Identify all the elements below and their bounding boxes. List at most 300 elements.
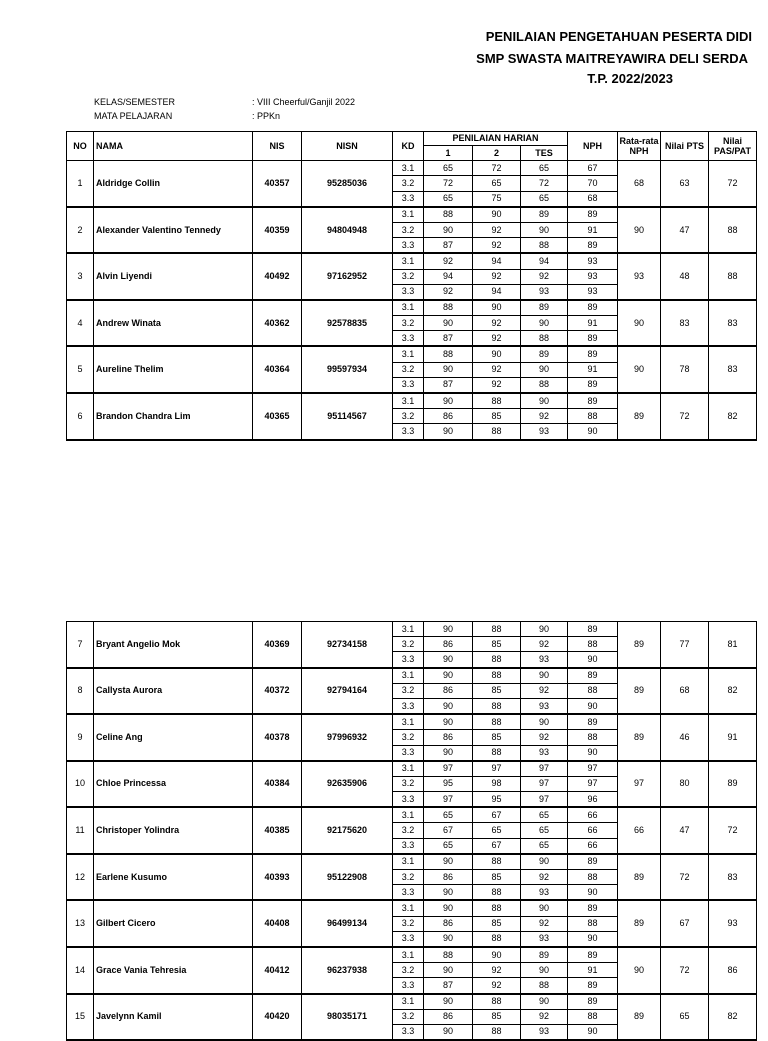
score-ph1: 90 [424,885,473,901]
score-tes: 92 [521,269,568,284]
score-ph2: 97 [473,761,521,777]
score-nph: 90 [568,745,618,761]
score-rata-rata: 68 [618,161,661,207]
student-name: Javelynn Kamil [94,994,253,1041]
score-ph2: 88 [473,698,521,714]
score-pas: 83 [709,300,757,347]
score-nph: 93 [568,253,618,269]
score-pas: 83 [709,854,757,901]
student-nisn: 97162952 [302,253,393,300]
student-no: 15 [67,994,94,1041]
kd-code: 3.3 [393,792,424,808]
score-ph1: 87 [424,978,473,994]
kd-code: 3.2 [393,222,424,237]
score-nph: 90 [568,698,618,714]
score-nph: 89 [568,978,618,994]
score-pas: 88 [709,253,757,300]
kd-code: 3.1 [393,900,424,916]
score-nph: 89 [568,300,618,316]
score-tes: 93 [521,931,568,947]
score-ph2: 88 [473,1024,521,1040]
score-tes: 92 [521,683,568,698]
score-tes: 65 [521,161,568,176]
score-pas: 91 [709,714,757,761]
score-nph: 91 [568,316,618,331]
student-no: 6 [67,393,94,440]
student-nis: 40357 [253,161,302,207]
student-nis: 40408 [253,900,302,947]
student-nis: 40412 [253,947,302,994]
score-tes: 88 [521,978,568,994]
score-ph1: 90 [424,931,473,947]
score-pas: 83 [709,346,757,393]
kd-code: 3.3 [393,838,424,854]
score-pts: 80 [661,761,709,808]
col-pas: Nilai PAS/PAT [709,132,757,161]
score-nph: 89 [568,668,618,684]
score-rata-rata: 66 [618,807,661,854]
score-ph2: 92 [473,331,521,347]
grade-table-page-2 [66,621,757,1041]
student-nisn: 96499134 [302,900,393,947]
score-ph1: 88 [424,947,473,963]
student-nisn: 98035171 [302,994,393,1041]
score-tes: 90 [521,714,568,730]
score-ph2: 88 [473,931,521,947]
score-nph: 89 [568,377,618,393]
score-ph1: 90 [424,714,473,730]
kd-code: 3.1 [393,854,424,870]
score-ph1: 97 [424,761,473,777]
score-nph: 68 [568,191,618,207]
col-nph: NPH [568,132,618,161]
score-nph: 89 [568,714,618,730]
score-ph2: 92 [473,377,521,393]
kd-code: 3.1 [393,300,424,316]
score-tes: 97 [521,792,568,808]
score-tes: 90 [521,900,568,916]
score-ph2: 90 [473,947,521,963]
kd-code: 3.2 [393,637,424,652]
student-name: Bryant Angelio Mok [94,622,253,668]
score-tes: 90 [521,854,568,870]
score-ph1: 86 [424,916,473,931]
kd-code: 3.2 [393,1009,424,1024]
score-nph: 90 [568,885,618,901]
score-ph2: 65 [473,176,521,191]
score-tes: 92 [521,870,568,885]
score-tes: 89 [521,346,568,362]
score-pas: 81 [709,622,757,668]
score-ph2: 92 [473,316,521,331]
score-nph: 66 [568,823,618,838]
score-tes: 65 [521,807,568,823]
score-tes: 93 [521,652,568,668]
col-nis: NIS [253,132,302,161]
score-ph1: 86 [424,637,473,652]
student-name: Aureline Thelim [94,346,253,393]
kd-code: 3.3 [393,885,424,901]
score-ph1: 90 [424,963,473,978]
score-nph: 89 [568,854,618,870]
score-tes: 92 [521,1009,568,1024]
score-nph: 89 [568,622,618,637]
score-tes: 93 [521,424,568,440]
score-ph1: 90 [424,668,473,684]
score-ph2: 90 [473,207,521,223]
score-ph2: 67 [473,807,521,823]
kd-code: 3.3 [393,978,424,994]
student-nis: 40378 [253,714,302,761]
score-ph2: 90 [473,300,521,316]
score-tes: 92 [521,730,568,745]
score-tes: 93 [521,284,568,300]
student-nisn: 92734158 [302,622,393,668]
score-ph2: 88 [473,994,521,1010]
score-pts: 78 [661,346,709,393]
score-ph1: 90 [424,652,473,668]
score-ph1: 67 [424,823,473,838]
score-ph1: 88 [424,300,473,316]
kd-code: 3.3 [393,424,424,440]
score-ph1: 90 [424,698,473,714]
score-pas: 72 [709,807,757,854]
score-tes: 92 [521,916,568,931]
score-ph1: 90 [424,745,473,761]
score-tes: 93 [521,745,568,761]
kd-code: 3.3 [393,191,424,207]
score-ph1: 88 [424,346,473,362]
score-nph: 93 [568,269,618,284]
table-row [67,714,757,730]
score-nph: 89 [568,346,618,362]
score-ph1: 90 [424,622,473,637]
kd-code: 3.3 [393,652,424,668]
col-tes: TES [521,146,568,161]
score-tes: 65 [521,823,568,838]
student-no: 13 [67,900,94,947]
student-nis: 40359 [253,207,302,254]
kd-code: 3.2 [393,963,424,978]
student-nisn: 97996932 [302,714,393,761]
score-ph1: 90 [424,994,473,1010]
score-pts: 46 [661,714,709,761]
kd-code: 3.1 [393,207,424,223]
score-nph: 90 [568,424,618,440]
score-rata-rata: 89 [618,854,661,901]
table-row [67,994,757,1010]
score-rata-rata: 89 [618,622,661,668]
score-nph: 88 [568,1009,618,1024]
score-nph: 93 [568,284,618,300]
kd-code: 3.3 [393,284,424,300]
score-ph2: 85 [473,916,521,931]
score-tes: 90 [521,222,568,237]
mapel-value: : PPKn [252,111,281,121]
col-nisn: NISN [302,132,393,161]
table-row [67,207,757,223]
score-ph2: 67 [473,838,521,854]
score-nph: 88 [568,730,618,745]
score-ph2: 88 [473,900,521,916]
kd-code: 3.1 [393,346,424,362]
score-nph: 89 [568,393,618,409]
score-rata-rata: 93 [618,253,661,300]
score-ph1: 87 [424,238,473,254]
report-title: PENILAIAN PENGETAHUAN PESERTA DIDI [485,29,752,44]
score-tes: 90 [521,668,568,684]
student-nis: 40372 [253,668,302,715]
student-name: Gilbert Cicero [94,900,253,947]
score-tes: 93 [521,1024,568,1040]
score-tes: 88 [521,377,568,393]
kd-code: 3.2 [393,776,424,791]
score-nph: 70 [568,176,618,191]
score-pts: 77 [661,622,709,668]
score-ph1: 90 [424,393,473,409]
score-ph1: 65 [424,191,473,207]
score-ph2: 88 [473,885,521,901]
score-ph2: 88 [473,424,521,440]
table-row [67,253,757,269]
student-no: 8 [67,668,94,715]
score-nph: 89 [568,900,618,916]
kd-code: 3.1 [393,807,424,823]
score-nph: 89 [568,947,618,963]
score-ph2: 92 [473,978,521,994]
score-ph1: 65 [424,838,473,854]
score-tes: 93 [521,698,568,714]
score-pas: 93 [709,900,757,947]
kelas-value: : VIII Cheerful/Ganjil 2022 [252,97,356,107]
score-ph1: 86 [424,730,473,745]
score-rata-rata: 90 [618,947,661,994]
grade-table-page-1 [66,131,757,441]
kd-code: 3.1 [393,622,424,637]
score-pts: 63 [661,161,709,207]
score-ph2: 92 [473,963,521,978]
kd-code: 3.1 [393,668,424,684]
score-ph2: 85 [473,1009,521,1024]
kd-code: 3.2 [393,176,424,191]
student-no: 1 [67,161,94,207]
score-rata-rata: 90 [618,300,661,347]
col-penilaian-harian: PENILAIAN HARIAN [424,132,568,146]
score-ph1: 86 [424,409,473,424]
score-nph: 89 [568,994,618,1010]
score-pas: 88 [709,207,757,254]
score-ph1: 95 [424,776,473,791]
score-ph2: 88 [473,622,521,637]
score-tes: 97 [521,761,568,777]
table-row [67,622,757,637]
score-nph: 96 [568,792,618,808]
score-ph1: 86 [424,1009,473,1024]
kd-code: 3.1 [393,161,424,176]
col-pts: Nilai PTS [661,132,709,161]
score-rata-rata: 89 [618,393,661,440]
student-nisn: 92635906 [302,761,393,808]
score-pts: 68 [661,668,709,715]
student-name: Grace Vania Tehresia [94,947,253,994]
score-ph1: 92 [424,253,473,269]
score-ph2: 85 [473,409,521,424]
score-pas: 86 [709,947,757,994]
score-ph1: 97 [424,792,473,808]
student-nisn: 96237938 [302,947,393,994]
score-tes: 94 [521,253,568,269]
meta-mapel [94,111,281,121]
score-ph2: 98 [473,776,521,791]
student-nisn: 94804948 [302,207,393,254]
score-ph2: 94 [473,284,521,300]
kd-code: 3.2 [393,870,424,885]
score-rata-rata: 89 [618,668,661,715]
score-tes: 92 [521,409,568,424]
score-ph2: 85 [473,637,521,652]
student-nis: 40384 [253,761,302,808]
kd-code: 3.1 [393,761,424,777]
student-no: 9 [67,714,94,761]
score-ph2: 88 [473,745,521,761]
col-no: NO [67,132,94,161]
kd-code: 3.2 [393,316,424,331]
score-tes: 90 [521,963,568,978]
score-ph2: 92 [473,222,521,237]
score-rata-rata: 90 [618,207,661,254]
score-rata-rata: 89 [618,994,661,1041]
score-ph2: 88 [473,854,521,870]
score-nph: 97 [568,761,618,777]
student-nis: 40362 [253,300,302,347]
student-nisn: 95114567 [302,393,393,440]
score-pts: 72 [661,854,709,901]
student-name: Chloe Princessa [94,761,253,808]
student-no: 14 [67,947,94,994]
table-row [67,947,757,963]
student-name: Alvin Liyendi [94,253,253,300]
student-name: Callysta Aurora [94,668,253,715]
kd-code: 3.1 [393,947,424,963]
score-nph: 90 [568,652,618,668]
score-nph: 91 [568,963,618,978]
score-tes: 89 [521,207,568,223]
score-tes: 89 [521,947,568,963]
score-ph1: 86 [424,870,473,885]
score-nph: 66 [568,838,618,854]
col-nama: NAMA [94,132,253,161]
score-tes: 92 [521,637,568,652]
score-tes: 88 [521,331,568,347]
score-ph1: 65 [424,807,473,823]
score-rata-rata: 97 [618,761,661,808]
score-pas: 72 [709,161,757,207]
score-nph: 88 [568,916,618,931]
student-name: Alexander Valentino Tennedy [94,207,253,254]
score-nph: 90 [568,1024,618,1040]
score-nph: 89 [568,207,618,223]
table-row [67,807,757,823]
kd-code: 3.2 [393,916,424,931]
score-ph1: 90 [424,900,473,916]
student-nisn: 92578835 [302,300,393,347]
score-pts: 47 [661,207,709,254]
student-no: 2 [67,207,94,254]
score-ph1: 92 [424,284,473,300]
kd-code: 3.3 [393,1024,424,1040]
table-row [67,161,757,176]
score-nph: 97 [568,776,618,791]
score-nph: 88 [568,870,618,885]
kd-code: 3.2 [393,269,424,284]
kd-code: 3.3 [393,377,424,393]
student-nisn: 95122908 [302,854,393,901]
student-no: 3 [67,253,94,300]
score-ph2: 90 [473,346,521,362]
student-nisn: 99597934 [302,346,393,393]
student-name: Brandon Chandra Lim [94,393,253,440]
col-ph-1: 1 [424,146,473,161]
student-name: Earlene Kusumo [94,854,253,901]
score-ph1: 87 [424,331,473,347]
score-ph2: 92 [473,269,521,284]
score-ph1: 88 [424,207,473,223]
col-ph-2: 2 [473,146,521,161]
score-ph2: 85 [473,730,521,745]
score-pts: 67 [661,900,709,947]
score-nph: 90 [568,931,618,947]
score-pts: 83 [661,300,709,347]
score-nph: 67 [568,161,618,176]
student-no: 12 [67,854,94,901]
col-rata-rata: Rata-rata NPH [618,132,661,161]
score-rata-rata: 90 [618,346,661,393]
score-nph: 88 [568,683,618,698]
table-row [67,900,757,916]
score-pts: 72 [661,393,709,440]
score-tes: 65 [521,191,568,207]
score-ph2: 65 [473,823,521,838]
score-pas: 82 [709,994,757,1041]
kd-code: 3.3 [393,238,424,254]
score-nph: 88 [568,637,618,652]
table-row [67,761,757,777]
student-nis: 40385 [253,807,302,854]
table-row [67,346,757,362]
score-ph2: 88 [473,393,521,409]
score-ph1: 87 [424,377,473,393]
score-ph1: 90 [424,362,473,377]
score-nph: 66 [568,807,618,823]
student-no: 10 [67,761,94,808]
score-ph2: 88 [473,668,521,684]
student-name: Andrew Winata [94,300,253,347]
col-kd: KD [393,132,424,161]
kelas-label: KELAS/SEMESTER [94,97,176,107]
score-pts: 72 [661,947,709,994]
score-ph2: 94 [473,253,521,269]
score-rata-rata: 89 [618,714,661,761]
table-row [67,300,757,316]
score-ph2: 92 [473,362,521,377]
table-row [67,854,757,870]
table-row [67,393,757,409]
score-ph1: 90 [424,854,473,870]
kd-code: 3.2 [393,409,424,424]
kd-code: 3.2 [393,730,424,745]
student-nisn: 92175620 [302,807,393,854]
score-pts: 48 [661,253,709,300]
